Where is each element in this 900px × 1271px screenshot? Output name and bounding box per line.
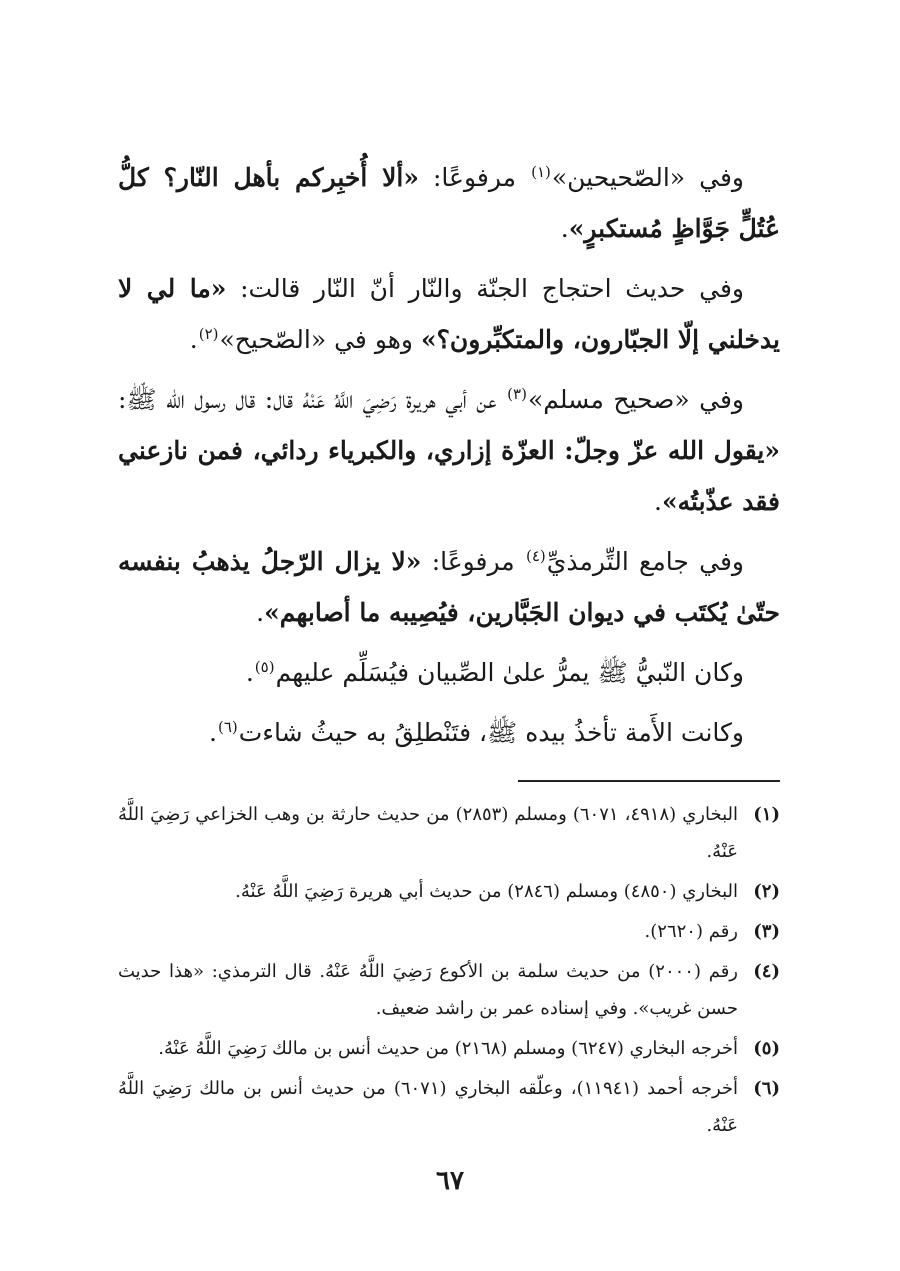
footnote-5 [118, 1030, 780, 1067]
paragraph-6-end: . [209, 718, 217, 747]
paragraph-1 [118, 152, 780, 254]
footnote-3 [118, 913, 780, 950]
footnote-number: (١) [753, 804, 780, 825]
page-number: ٦٧ [436, 1166, 464, 1196]
footnote-number: (٤) [753, 961, 780, 982]
footnote-ref-6: (٦) [217, 717, 238, 736]
footnote-ref-5: (٥) [254, 657, 275, 676]
footnote-text: رقم (٢٠٠٠) من حديث سلمة بن الأكوع رَضِيَ اللَّهُ عَنْهُ. قال الترمذي: «هذا حديث حسن غريب». وفي إسناده عمر بن راشد ضعيف. [118, 961, 738, 1019]
footnote-text: أخرجه أحمد (١١٩٤١)، وعلّقه البخاري (٦٠٧١) من حديث أنس بن مالك رَضِيَ اللَّهُ عَنْهُ. [118, 1078, 739, 1136]
paragraph-1-mid: مرفوعًا: [418, 163, 531, 192]
paragraph-4-quote: «لا يزال الرّجلُ يذهبُ بنفسه حتّىٰ يُكتَب في ديوان الجَبَّارين، فيُصِيبه ما أصابهم» [118, 547, 780, 627]
paragraph-2-mid: وهو في «الصّحيح» [219, 325, 421, 354]
footnote-number: (٥) [753, 1038, 780, 1059]
footnote-number: (٣) [753, 921, 780, 942]
paragraph-3 [118, 374, 780, 527]
paragraph-3-quote: «يقول الله عزّ وجلّ: العزّة إزاري، والكبرياء ردائي، فمن نازعني فقد عذّبتُه» [118, 436, 780, 516]
paragraph-5-text: وكان النّبيُّ ﷺ يمرُّ علىٰ الصِّبيان فيُسَلِّم عليهم [275, 658, 744, 687]
paragraph-2-quote: «ما لي لا يدخلني إلّا الجبّارون، والمتكبِّرون؟» [118, 274, 780, 354]
main-text [118, 152, 780, 767]
paragraph-2 [118, 263, 780, 365]
footnote-2 [118, 873, 780, 910]
paragraph-5 [118, 647, 780, 698]
paragraph-3-mid: عن أبي هريرة رَضِيَ اللَّهُ عَنْهُ قال: قال رسول الله ﷺ: [118, 385, 507, 414]
paragraph-3-end: . [654, 487, 662, 516]
paragraph-1-quote: «ألا أُخبِركم بأهل النّار؟ كلُّ عُتُلٍّ جَوَّاظٍ مُستكبرٍ» [118, 163, 780, 243]
footnote-text: أخرجه البخاري (٦٢٤٧) ومسلم (٢١٦٨) من حديث أنس بن مالك رَضِيَ اللَّهُ عَنْهُ. [158, 1038, 738, 1059]
paragraph-6-text: وكانت الأَمة تأخذُ بيده ﷺ، فتَنْطلِقُ به حيثُ شاءت [238, 718, 744, 747]
paragraph-4-mid: مرفوعًا: [421, 547, 525, 576]
paragraph-6 [118, 707, 780, 758]
paragraph-2-intro: وفي حديث احتجاج الجنّة والنّار أنّ النّار قالت: [226, 274, 744, 303]
footnote-divider [518, 780, 780, 782]
footnote-ref-4: (٤) [526, 546, 546, 565]
footnote-ref-1: (١) [531, 162, 551, 181]
paragraph-2-end: . [189, 325, 198, 354]
footnote-text: رقم (٢٦٢٠). [644, 921, 738, 942]
footnote-number: (٢) [753, 881, 780, 902]
paragraph-4-intro: وفي جامع التِّرمذيِّ [546, 547, 744, 576]
paragraph-3-intro: وفي «صحيح مسلم» [527, 385, 744, 414]
paragraph-1-end: . [560, 214, 569, 243]
footnote-ref-2: (٢) [198, 324, 219, 343]
paragraph-1-intro: وفي «الصّحيحين» [551, 163, 745, 192]
footnote-4 [118, 953, 780, 1027]
footnote-1 [118, 796, 780, 870]
paragraph-5-end: . [245, 658, 254, 687]
footnote-6 [118, 1070, 780, 1144]
footnote-text: البخاري (٤٨٥٠) ومسلم (٢٨٤٦) من حديث أبي هريرة رَضِيَ اللَّهُ عَنْهُ. [235, 881, 738, 902]
paragraph-4 [118, 536, 780, 638]
footnote-text: البخاري (٤٩١٨، ٦٠٧١) ومسلم (٢٨٥٣) من حديث حارثة بن وهب الخزاعي رَضِيَ اللَّهُ عَنْهُ. [118, 804, 739, 862]
footnote-number: (٦) [753, 1078, 780, 1099]
footnote-ref-3: (٣) [507, 384, 527, 403]
footnotes [118, 796, 780, 1147]
paragraph-4-end: . [256, 598, 265, 627]
